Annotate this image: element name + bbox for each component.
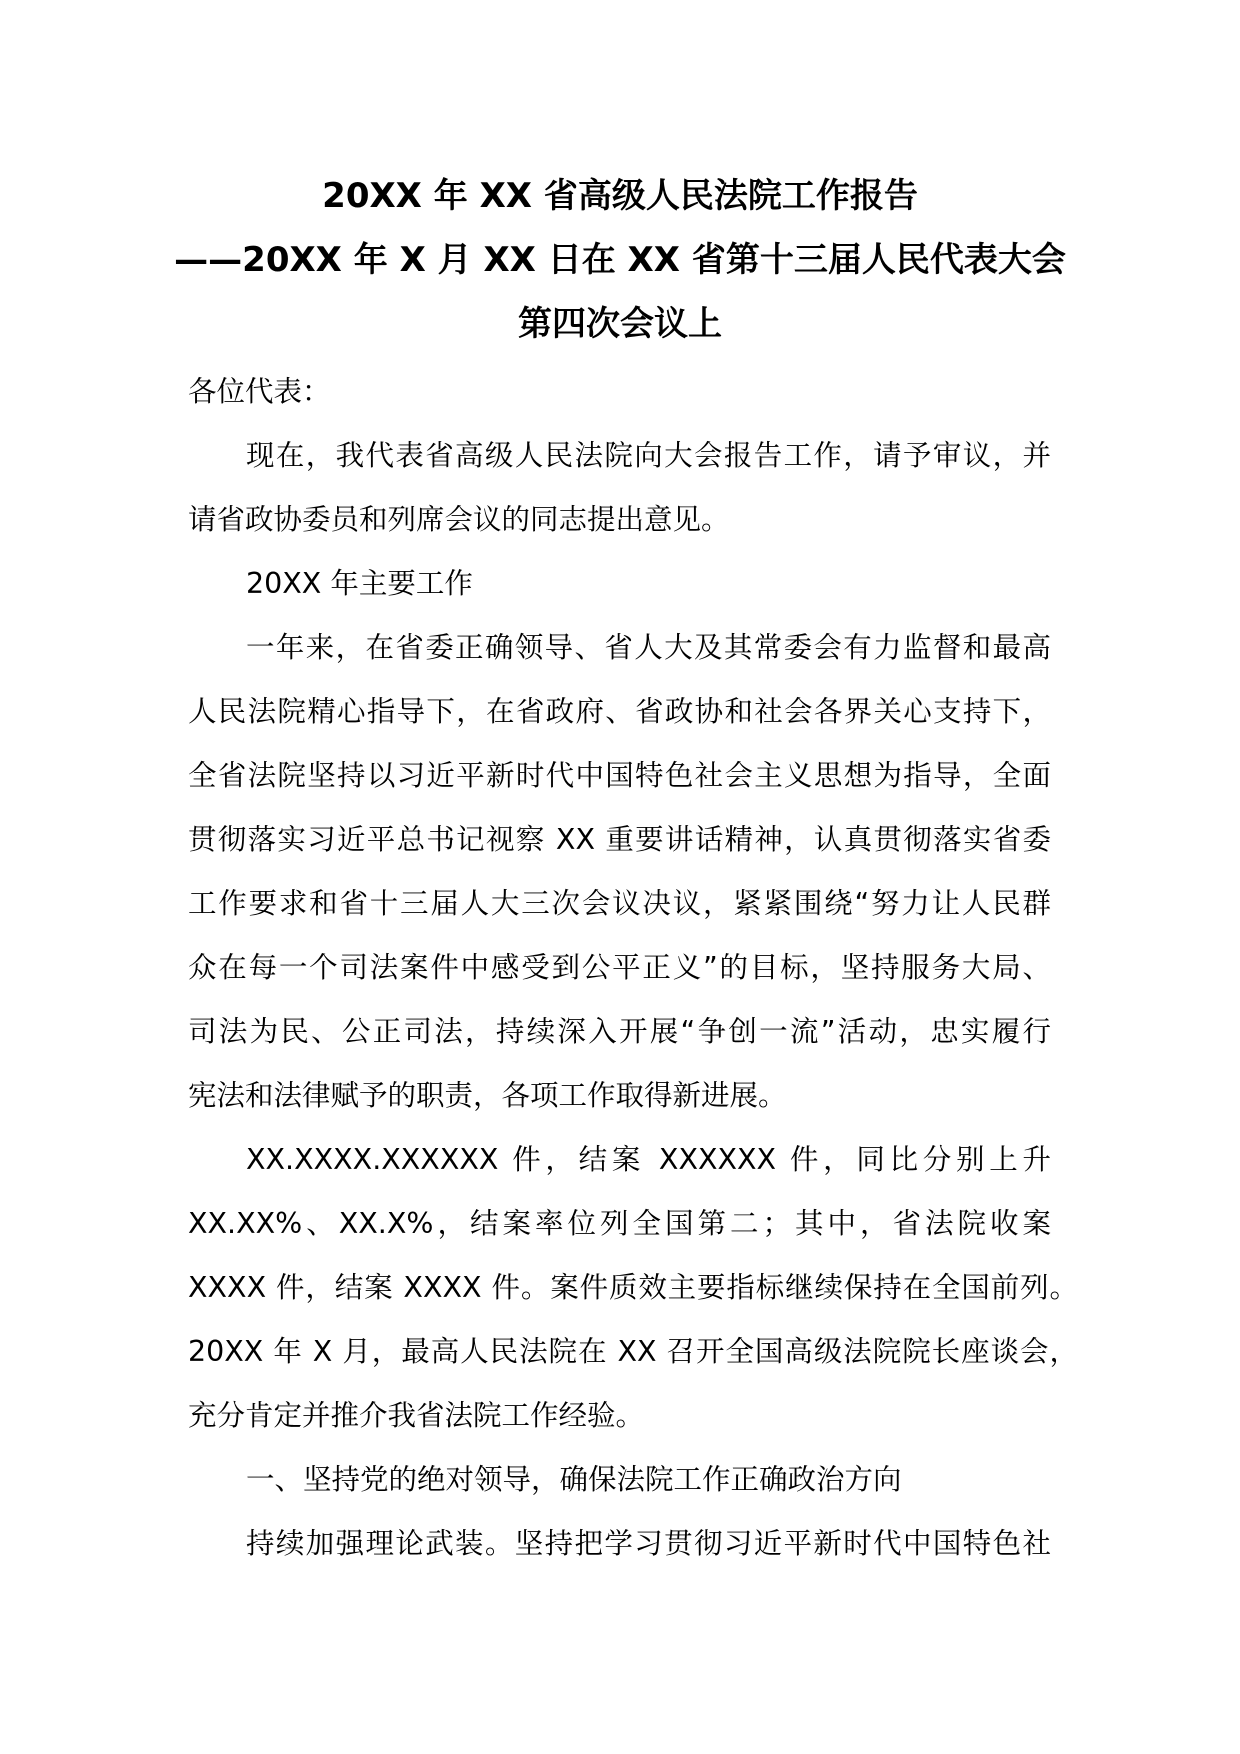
paragraph-line: 司法为民、公正司法，持续深入开展“争创一流”活动，忠实履行 bbox=[188, 1015, 1051, 1048]
paragraph-line: 20XX 年 X 月，最高人民法院在 XX 召开全国高级法院院长座谈会， bbox=[188, 1335, 1078, 1368]
paragraph-line: XXXX 件，结案 XXXX 件。案件质效主要指标继续保持在全国前列。 bbox=[188, 1271, 1078, 1304]
report-title: 20XX 年 XX 省高级人民法院工作报告 bbox=[322, 176, 918, 216]
report-subtitle-line-2: 第四次会议上 bbox=[518, 304, 722, 344]
paragraph-line: 持续加强理论武装。坚持把学习贯彻习近平新时代中国特色社 bbox=[246, 1527, 1051, 1560]
paragraph-line: XX.XXXX.XXXXXX 件，结案 XXXXXX 件，同比分别上升 bbox=[246, 1143, 1051, 1176]
paragraph-line: 充分肯定并推介我省法院工作经验。 bbox=[188, 1399, 645, 1432]
paragraph-line: XX.XX%、XX.X%，结案率位列全国第二；其中，省法院收案 bbox=[188, 1207, 1051, 1240]
section-heading: 20XX 年主要工作 bbox=[246, 567, 473, 600]
paragraph-line: 一年来，在省委正确领导、省人大及其常委会有力监督和最高 bbox=[246, 631, 1051, 664]
report-subtitle-line-1: ——20XX 年 X 月 XX 日在 XX 省第十三届人民代表大会 bbox=[174, 240, 1066, 280]
paragraph-line: 贯彻落实习近平总书记视察 XX 重要讲话精神，认真贯彻落实省委 bbox=[188, 823, 1051, 856]
paragraph-line: 宪法和法律赋予的职责，各项工作取得新进展。 bbox=[188, 1079, 787, 1112]
section-heading: 一、坚持党的绝对领导，确保法院工作正确政治方向 bbox=[246, 1463, 902, 1496]
paragraph-line: 人民法院精心指导下，在省政府、省政协和社会各界关心支持下， bbox=[188, 695, 1051, 728]
paragraph-line: 现在，我代表省高级人民法院向大会报告工作，请予审议，并 bbox=[246, 439, 1051, 472]
paragraph-line: 请省政协委员和列席会议的同志提出意见。 bbox=[188, 503, 730, 536]
paragraph-line: 工作要求和省十三届人大三次会议决议，紧紧围绕“努力让人民群 bbox=[188, 887, 1051, 920]
salutation: 各位代表： bbox=[188, 375, 331, 408]
paragraph-line: 众在每一个司法案件中感受到公平正义”的目标，坚持服务大局、 bbox=[188, 951, 1051, 984]
paragraph-line: 全省法院坚持以习近平新时代中国特色社会主义思想为指导，全面 bbox=[188, 759, 1051, 792]
